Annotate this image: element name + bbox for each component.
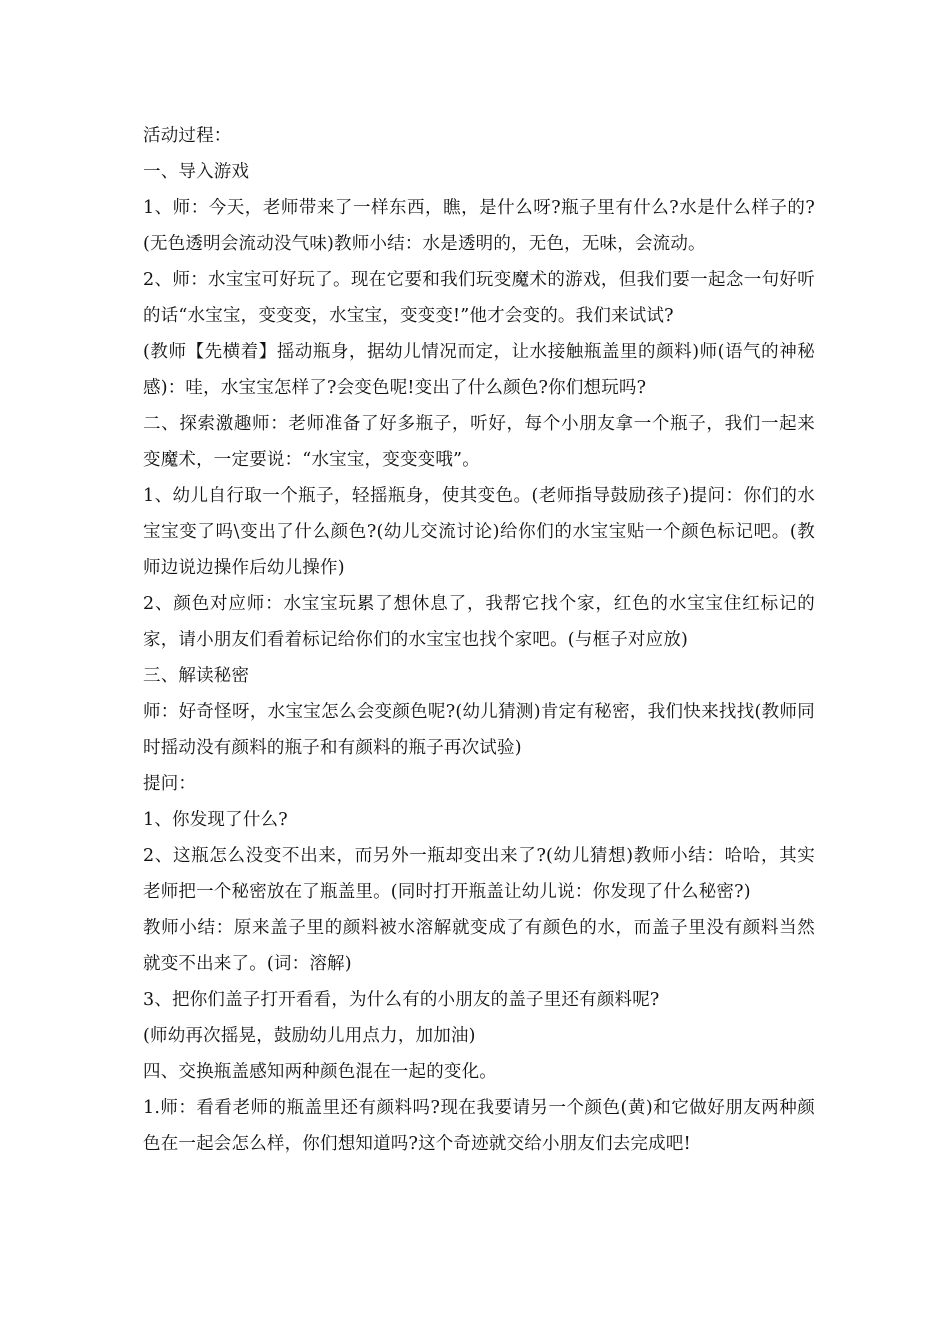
paragraph: 1、你发现了什么? [143, 810, 288, 830]
heading-activity-process: 活动过程： [143, 126, 232, 146]
paragraph: 3、把你们盖子打开看看，为什么有的小朋友的盖子里还有颜料呢? [143, 990, 660, 1010]
paragraph: 2、这瓶怎么没变不出来，而另外一瓶却变出来了?(幼儿猜想)教师小结：哈哈，其实老师把一个秘密放在了瓶盖里。(同时打开瓶盖让幼儿说：你发现了什么秘密?) [143, 846, 815, 902]
paragraph: 教师小结：原来盖子里的颜料被水溶解就变成了有颜色的水，而盖子里没有颜料当然就变不出来了。(词：溶解) [143, 918, 815, 974]
section-heading-1: 一、导入游戏 [143, 162, 250, 182]
question-label: 提问： [143, 774, 197, 794]
paragraph: 1.师：看看老师的瓶盖里还有颜料吗?现在我要请另一个颜色(黄)和它做好朋友两种颜色在一起会怎么样，你们想知道吗?这个奇迹就交给小朋友们去完成吧! [143, 1098, 815, 1154]
paragraph: 师：好奇怪呀，水宝宝怎么会变颜色呢?(幼儿猜测)肯定有秘密，我们快来找找(教师同时摇动没有颜料的瓶子和有颜料的瓶子再次试验) [143, 702, 815, 758]
section-heading-3: 三、解读秘密 [143, 666, 250, 686]
paragraph: 1、幼儿自行取一个瓶子，轻摇瓶身，使其变色。(老师指导鼓励孩子)提问：你们的水宝宝变了吗\变出了什么颜色?(幼儿交流讨论)给你们的水宝宝贴一个颜色标记吧。(教师边说边操作后幼儿操作) [143, 486, 815, 578]
paragraph: 1、师：今天，老师带来了一样东西，瞧，是什么呀?瓶子里有什么?水是什么样子的?(无色透明会流动没气味)教师小结：水是透明的，无色，无味，会流动。 [143, 198, 815, 254]
paragraph: 2、师：水宝宝可好玩了。现在它要和我们玩变魔术的游戏，但我们要一起念一句好听的话“水宝宝，变变变，水宝宝，变变变!”他才会变的。我们来试试? [143, 270, 815, 326]
paragraph: (教师【先横着】摇动瓶身，据幼儿情况而定，让水接触瓶盖里的颜料)师(语气的神秘感)：哇，水宝宝怎样了?会变色呢!变出了什么颜色?你们想玩吗? [143, 342, 815, 398]
document-body [143, 118, 815, 1162]
section-heading-4: 四、交换瓶盖感知两种颜色混在一起的变化。 [143, 1062, 497, 1082]
paragraph: (师幼再次摇晃，鼓励幼儿用点力，加加油) [143, 1026, 476, 1046]
paragraph: 2、颜色对应师：水宝宝玩累了想休息了，我帮它找个家，红色的水宝宝住红标记的家，请小朋友们看着标记给你们的水宝宝也找个家吧。(与框子对应放) [143, 594, 815, 650]
section-heading-2: 二、探索激趣师：老师准备了好多瓶子，听好，每个小朋友拿一个瓶子，我们一起来变魔术，一定要说：“水宝宝，变变变哦”。 [143, 414, 815, 470]
